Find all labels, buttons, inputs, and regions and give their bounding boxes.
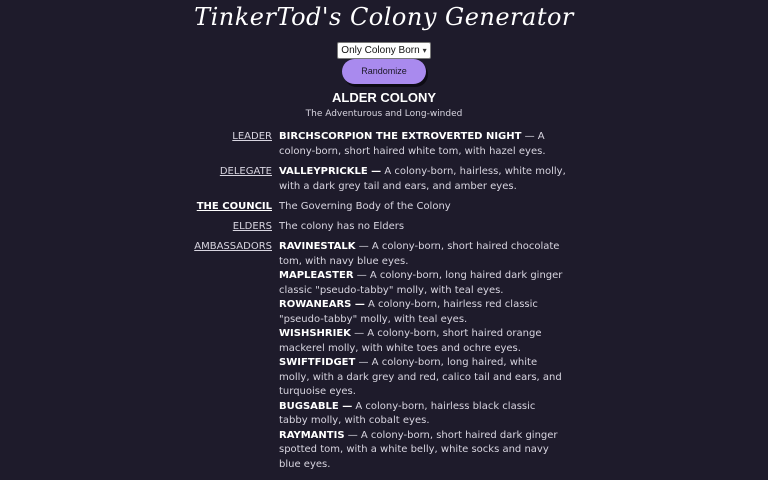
- randomize-button[interactable]: Randomize: [342, 59, 426, 84]
- leader-entry: [279, 130, 567, 159]
- council-content: [279, 200, 567, 215]
- ambassador-name: MAPLEASTER: [279, 270, 354, 281]
- ambassador-desc: — A colony-born, long haired dark ginger classic "pseudo-tabby" molly, with teal eyes.: [279, 270, 563, 296]
- ambassador-name: RAYMANTIS: [279, 429, 345, 441]
- elders-label[interactable]: ELDERS: [232, 221, 272, 232]
- delegate-content: [279, 165, 567, 194]
- ambassador-desc: A colony-born, hairless black classic tabby molly, with cobalt eyes.: [279, 400, 536, 426]
- list-item: [279, 240, 567, 269]
- leader-label[interactable]: LEADER: [232, 131, 272, 142]
- ambassador-name: BUGSABLE —: [279, 400, 353, 412]
- list-item: [279, 327, 567, 356]
- ambassador-name: WISHSHRIEK: [279, 328, 351, 339]
- list-item: [279, 400, 567, 429]
- leader-name: BIRCHSCORPION THE EXTROVERTED NIGHT: [279, 131, 522, 142]
- ambassador-desc: — A colony-born, long haired, white molly, with a dark grey and red, calico tail and ears, and turquoise eyes.: [279, 357, 562, 397]
- randomize-wrap: [0, 59, 768, 84]
- leader-content: [279, 130, 567, 159]
- filter-wrap: [0, 38, 768, 59]
- list-item: [279, 298, 567, 327]
- delegate-label[interactable]: DELEGATE: [219, 166, 272, 177]
- ambassador-desc: — A colony-born, short haired orange mackerel molly, with white toes and ochre eyes.: [279, 328, 542, 354]
- ambassadors-label[interactable]: AMBASSADORS: [194, 241, 272, 252]
- council-text: The Governing Body of the Colony: [279, 201, 451, 212]
- ambassador-name: ROWANEARS —: [279, 299, 365, 310]
- chevron-down-icon: ▾: [422, 46, 427, 55]
- elders-content: [279, 220, 567, 235]
- list-item: [279, 356, 567, 400]
- leader-desc: — A colony-born, short haired white tom, with hazel eyes.: [279, 131, 546, 157]
- colony-born-select[interactable]: [337, 42, 430, 59]
- list-item: [279, 429, 567, 473]
- ambassador-name: SWIFTFIDGET: [279, 357, 356, 368]
- ambassador-desc: — A colony-born, short haired dark ginger spotted tom, with a white belly, white socks and navy blue eyes.: [279, 429, 558, 470]
- colony-name: ALDER COLONY: [332, 90, 436, 105]
- delegate-entry: [279, 165, 567, 194]
- page-title: TinkerTod's Colony Generator: [194, 3, 574, 31]
- ambassador-desc: — A colony-born, short haired chocolate tom, with navy blue eyes.: [279, 241, 560, 267]
- ambassador-desc: A colony-born, hairless red classic "pseudo-tabby" molly, with teal eyes.: [279, 299, 538, 325]
- council-label[interactable]: THE COUNCIL: [196, 201, 272, 212]
- select-value: Only Colony Born: [341, 45, 420, 56]
- ambassador-name: RAVINESTALK: [279, 241, 356, 252]
- colony-subtitle: The Adventurous and Long-winded: [305, 109, 463, 119]
- delegate-desc: A colony-born, hairless, white molly, with a dark grey tail and ears, and amber eyes.: [279, 166, 566, 192]
- delegate-name: VALLEYPRICKLE —: [279, 166, 382, 177]
- ambassadors-content: [279, 240, 567, 472]
- list-item: [279, 269, 567, 298]
- elders-text: The colony has no Elders: [279, 221, 405, 232]
